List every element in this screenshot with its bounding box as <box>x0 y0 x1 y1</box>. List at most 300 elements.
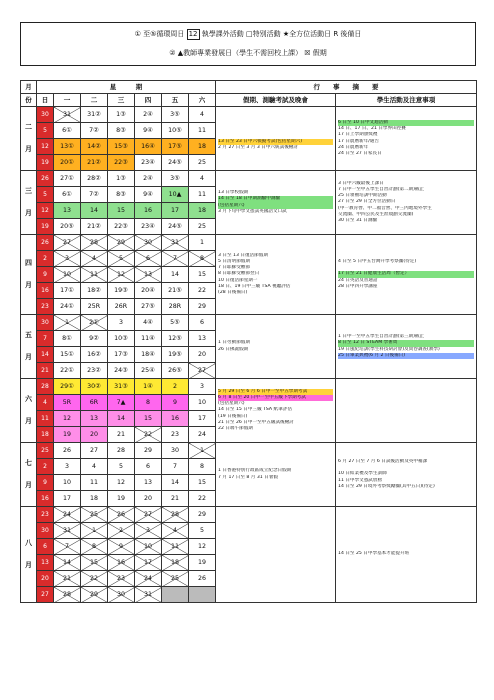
sunday-cell: 23 <box>37 299 54 315</box>
day-cell: 27 <box>81 443 108 459</box>
day-cell: 4 <box>81 459 108 475</box>
day-cell: 19 <box>189 555 216 571</box>
day-cell: 24① <box>54 299 81 315</box>
day-cell: 9② <box>81 331 108 347</box>
day-cell: 22 <box>189 491 216 507</box>
day-cell: 4④ <box>135 315 162 331</box>
day-cell: 3 <box>189 379 216 395</box>
day-cell: 18 <box>189 203 216 219</box>
day-cell: 4 <box>162 523 189 539</box>
day-cell: 5 <box>108 459 135 475</box>
header-events-title: 行 事 摘 要 <box>216 81 477 94</box>
exam-note: (19 日後備日) <box>218 413 248 419</box>
exam-note: 5 月 29 日至 6 月 6 日中一至中五學期考試 <box>218 389 333 395</box>
day-cell: 11 <box>81 475 108 491</box>
day-cell: 24 <box>135 571 162 587</box>
day-cell: 18② <box>81 283 108 299</box>
day-cell: 7▲ <box>108 395 135 411</box>
day-cell: 20⑤ <box>54 219 81 235</box>
legend-line-2: ② ▲教師專業發展日（學生不需回校上課） ☒ 假期 <box>169 49 327 57</box>
day-cell: 10③ <box>108 331 135 347</box>
day-cell: 28 <box>81 235 108 251</box>
day-cell: 11④ <box>135 331 162 347</box>
day-cell: 22 <box>81 571 108 587</box>
day-cell: 22 <box>135 427 162 443</box>
exam-note: (包括星期六) <box>218 203 333 209</box>
day-cell: 25 <box>189 219 216 235</box>
day-cell: 21 <box>108 427 135 443</box>
day-cell: 15 <box>189 267 216 283</box>
day-cell: 12 <box>54 411 81 427</box>
day-cell: 1 <box>54 315 81 331</box>
day-cell: 28 <box>108 443 135 459</box>
day-cell: 14 <box>162 475 189 491</box>
sunday-cell: 25 <box>37 443 54 459</box>
exam-note: 1 日香港特別行政區成立紀念日假期 <box>218 468 292 474</box>
day-cell: 30 <box>162 443 189 459</box>
day-cell: 11 <box>81 267 108 283</box>
exam-note: 13 日至 23 日中六模擬考試(包括星期六) <box>218 139 333 145</box>
day-cell: 30 <box>108 587 135 603</box>
exams-notes <box>216 379 336 443</box>
exam-note: 2 月 27 日至 3 月 3 日中六統試後檢討 <box>218 144 298 150</box>
day-cell: 25 <box>189 155 216 171</box>
header-day-fri: 五 <box>162 94 189 107</box>
day-cell: 27 <box>54 235 81 251</box>
sunday-cell: 12 <box>37 203 54 219</box>
day-cell: 3 <box>108 315 135 331</box>
day-cell: 12⑤ <box>162 331 189 347</box>
activity-notes <box>336 379 477 443</box>
exam-note: 3 月下旬中學文憑試英國語文口試 <box>218 208 287 214</box>
day-cell: 28② <box>81 171 108 187</box>
day-cell: 12 <box>108 267 135 283</box>
day-cell: 18 <box>189 139 216 155</box>
sunday-cell: 5 <box>37 187 54 203</box>
day-cell: 28 <box>162 507 189 523</box>
day-cell: 5 <box>189 523 216 539</box>
header-weekday-title: 星 期 <box>37 81 216 94</box>
activity-note: 17 日農曆新年/通告 <box>338 138 380 144</box>
day-cell: 15 <box>135 411 162 427</box>
sunday-cell: 2 <box>37 459 54 475</box>
day-cell: 17⑤ <box>162 139 189 155</box>
sunday-cell: 19 <box>37 155 54 171</box>
sunday-cell: 7 <box>37 331 54 347</box>
sunday-cell: 9 <box>37 267 54 283</box>
day-cell: 31 <box>54 523 81 539</box>
day-cell: 13① <box>54 139 81 155</box>
day-cell: 11 <box>189 187 216 203</box>
sunday-cell: 30 <box>37 107 54 123</box>
exam-note: 22 日端午節假期 <box>218 426 253 431</box>
day-cell: 15 <box>108 203 135 219</box>
month-label: 八 月 <box>21 507 37 603</box>
activity-note: 8 日至 12 日 STEAM 學術周 <box>338 340 474 346</box>
day-cell: 6R <box>81 395 108 411</box>
exams-notes <box>216 315 336 379</box>
month-label: 五 月 <box>21 315 37 379</box>
legend-line-1 <box>21 29 475 40</box>
day-cell: 1③ <box>108 107 135 123</box>
exam-note: 1 日勞動節假期 <box>218 340 250 346</box>
day-cell: 11 <box>189 123 216 139</box>
week-row <box>21 379 477 395</box>
activity-notes <box>336 171 477 235</box>
day-cell: 3⑤ <box>162 107 189 123</box>
day-cell: 7② <box>81 123 108 139</box>
day-cell: 6 <box>135 251 162 267</box>
day-cell: 1 <box>189 443 216 459</box>
header-day-mon: 一 <box>54 94 81 107</box>
day-cell: 23 <box>108 571 135 587</box>
month-label: 二 月 <box>21 107 37 171</box>
exam-note: 18 日、19 日中三級 TSA 視聽評估 <box>218 283 291 289</box>
day-cell: 10 <box>54 267 81 283</box>
day-cell: 14 <box>81 203 108 219</box>
exam-note: 5 日清明節假期 <box>218 258 250 264</box>
day-cell: 6 <box>135 459 162 475</box>
day-cell: 24⑤ <box>162 219 189 235</box>
activity-note: 6 日至 10 日中文週活動 <box>338 120 474 126</box>
day-cell: 21② <box>81 219 108 235</box>
activity-note: 11 日中學文憑試放榜 <box>338 477 383 483</box>
day-cell: 27 <box>189 363 216 379</box>
day-cell: 26 <box>189 571 216 587</box>
day-cell: 15③ <box>108 139 135 155</box>
day-cell: 22① <box>54 363 81 379</box>
legend-cycle-label: ① 至⑤循環周日 <box>134 30 185 38</box>
activity-notes <box>336 315 477 379</box>
sunday-cell: 14 <box>37 347 54 363</box>
exams-notes <box>216 171 336 235</box>
exam-note: 10 日復活節星期一 <box>218 277 258 283</box>
sunday-cell: 4 <box>37 395 54 411</box>
activity-note: 14 日至 29 日境外考察獎勵團(其中五日)(待定) <box>338 483 435 489</box>
day-cell: 28R <box>162 299 189 315</box>
day-cell: 31③ <box>108 379 135 395</box>
week-row <box>21 107 477 123</box>
day-cell: 6 <box>189 315 216 331</box>
day-cell: 31 <box>162 235 189 251</box>
activity-note: 24 日至 27 日家長日 <box>338 150 382 156</box>
sunday-cell: 16 <box>37 283 54 299</box>
activity-notes <box>336 107 477 171</box>
day-cell: 26⑤ <box>162 363 189 379</box>
activity-note: 14 日至 25 日中學基本才能提升班 <box>338 551 410 557</box>
sunday-cell: 27 <box>37 587 54 603</box>
activity-note: 4 日至 5 日中五台灣升學考察團(待定) <box>338 258 417 264</box>
day-cell: 20 <box>135 491 162 507</box>
day-cell: 29 <box>189 507 216 523</box>
day-cell: 16② <box>81 347 108 363</box>
day-cell: 8 <box>135 395 162 411</box>
day-cell: 20 <box>189 347 216 363</box>
activity-note: 3 日中六級最後上課日 <box>338 180 384 186</box>
day-cell: 14 <box>54 555 81 571</box>
legend-activity-label: 執學課外活動 □特別活動 ★全方位活動日 R 後備日 <box>201 30 362 38</box>
day-cell: 23④ <box>135 155 162 171</box>
day-cell: 8③ <box>108 187 135 203</box>
day-cell: 18④ <box>135 347 162 363</box>
activity-note: 7 日中一至中五學生自習計劃(第二期)截止 <box>338 186 425 192</box>
week-row <box>21 507 477 523</box>
header-row-1 <box>21 81 477 94</box>
day-cell: 8③ <box>108 123 135 139</box>
month-label: 七 月 <box>21 443 37 507</box>
day-cell: 29 <box>108 235 135 251</box>
month-label: 四 月 <box>21 235 37 315</box>
day-cell: 2① <box>81 315 108 331</box>
exams-notes <box>216 443 336 507</box>
day-cell: 6① <box>54 187 81 203</box>
day-cell: 18 <box>162 555 189 571</box>
day-cell: 8 <box>189 459 216 475</box>
activity-note: 28 日中四升學講座 <box>338 283 378 289</box>
sunday-cell: 30 <box>37 523 54 539</box>
day-cell: 1 <box>81 523 108 539</box>
day-cell: 2 <box>108 523 135 539</box>
exam-note: 8 日耶穌受難節翌日 <box>218 271 260 277</box>
day-cell: 3 <box>135 523 162 539</box>
sunday-cell: 26 <box>37 171 54 187</box>
exam-note: 14 日至 15 日中三級 TSA 紙筆評估 <box>218 407 292 413</box>
day-cell: 12 <box>189 539 216 555</box>
sunday-cell: 19 <box>37 219 54 235</box>
day-cell <box>162 587 189 603</box>
sunday-cell: 13 <box>37 555 54 571</box>
day-cell: 23② <box>81 363 108 379</box>
day-cell: 3⑤ <box>162 171 189 187</box>
day-cell: 14 <box>162 267 189 283</box>
activity-note: 17 日至 21 日健康生活周（暫定） <box>338 271 474 277</box>
day-cell: 22 <box>189 283 216 299</box>
day-cell: 18 <box>81 491 108 507</box>
exam-note: 14 日至 18 日中期測驗中測驗 <box>218 196 333 202</box>
day-cell: 17 <box>135 555 162 571</box>
activity-note: 6 月 27 日至 7 月 6 日試後活動及英中補課 <box>338 458 428 464</box>
day-cell: 13 <box>135 267 162 283</box>
header-month: 月 <box>21 81 37 94</box>
day-cell: 13 <box>135 475 162 491</box>
day-cell: 20① <box>54 155 81 171</box>
day-cell: 15 <box>189 475 216 491</box>
day-cell: 21 <box>54 571 81 587</box>
day-cell: 27 <box>135 507 162 523</box>
day-cell: 15① <box>54 347 81 363</box>
header-day-thu: 四 <box>135 94 162 107</box>
day-cell: 31② <box>81 107 108 123</box>
activity-note: 19 日風紀培訓(學生科技研討會)及問卷調查(教學) <box>338 346 440 352</box>
day-cell: 5⑤ <box>162 315 189 331</box>
sunday-cell: 30 <box>37 315 54 331</box>
exam-note: 26 日佛誕假期 <box>218 346 249 352</box>
exams-notes <box>216 235 336 315</box>
day-cell: 14 <box>108 411 135 427</box>
sunday-cell: 23 <box>37 507 54 523</box>
day-cell: 25 <box>162 571 189 587</box>
day-cell: 24 <box>54 507 81 523</box>
day-cell: 9 <box>162 395 189 411</box>
activity-note: 17 日上學期頒獎禮 <box>338 132 378 138</box>
activity-note: 27 日至 29 日全方位活動日 <box>338 199 396 205</box>
day-cell <box>189 587 216 603</box>
activity-note: 25 日畢業典禮(6 月 2 日後備日) <box>338 353 474 359</box>
day-cell: 26R <box>108 299 135 315</box>
day-cell: 25 <box>81 507 108 523</box>
day-cell: 9 <box>108 539 135 555</box>
day-cell: 27① <box>54 171 81 187</box>
exam-note: 21 日至 26 日中一至中五級試後檢討 <box>218 419 294 425</box>
day-cell: 13 <box>54 203 81 219</box>
calendar-table <box>20 80 477 603</box>
day-cell: 24③ <box>108 363 135 379</box>
exam-note: (28 日後備日) <box>218 290 248 295</box>
day-cell: 31 <box>54 107 81 123</box>
exam-note: 13 日學校假期 <box>218 190 249 196</box>
day-cell: 29 <box>189 299 216 315</box>
day-cell: 17 <box>162 203 189 219</box>
legend-box-12: 12 <box>188 30 198 38</box>
day-cell: 14② <box>81 139 108 155</box>
sunday-cell: 18 <box>37 427 54 443</box>
day-cell: 1④ <box>135 379 162 395</box>
day-cell: 26 <box>108 507 135 523</box>
day-cell: 1 <box>189 235 216 251</box>
day-cell: 23④ <box>135 219 162 235</box>
sunday-cell: 5 <box>37 123 54 139</box>
day-cell: 23 <box>162 427 189 443</box>
header-day-sun: 日 <box>37 94 54 107</box>
day-cell: 8 <box>189 251 216 267</box>
day-cell: 10 <box>135 539 162 555</box>
day-cell: 24⑤ <box>162 155 189 171</box>
day-cell: 10⑤ <box>162 123 189 139</box>
day-cell: 13 <box>81 411 108 427</box>
exam-note: (包括星期六) <box>218 401 245 407</box>
activity-notes <box>336 235 477 315</box>
week-row <box>21 235 477 251</box>
activity-note: 交流團、中四公民及生涯規劃交流團) <box>338 211 414 217</box>
day-cell: 29 <box>135 443 162 459</box>
day-cell: 3 <box>54 459 81 475</box>
day-cell: 8① <box>54 331 81 347</box>
day-cell: 31 <box>135 587 162 603</box>
exam-note: 7 月 17 日至 8 月 31 日暑假 <box>218 474 278 480</box>
day-cell: 12 <box>108 475 135 491</box>
day-cell: 22③ <box>108 155 135 171</box>
day-cell: 5R <box>54 395 81 411</box>
day-cell: 21 <box>162 491 189 507</box>
day-cell: 25R <box>81 299 108 315</box>
day-cell: 16 <box>135 203 162 219</box>
day-cell: 30 <box>135 235 162 251</box>
day-cell: 2④ <box>135 107 162 123</box>
day-cell: 22③ <box>108 219 135 235</box>
day-cell: 8 <box>81 539 108 555</box>
day-cell: 17① <box>54 283 81 299</box>
sunday-cell: 28 <box>37 379 54 395</box>
day-cell: 7 <box>162 251 189 267</box>
day-cell: 25④ <box>135 363 162 379</box>
exams-notes <box>216 107 336 171</box>
day-cell: 3 <box>54 251 81 267</box>
day-cell: 9④ <box>135 123 162 139</box>
day-cell: 7 <box>162 459 189 475</box>
activity-note: 30 日至 31 日測驗 <box>338 218 378 223</box>
day-cell: 28 <box>54 587 81 603</box>
day-cell: 9④ <box>135 187 162 203</box>
header-day-sat: 六 <box>189 94 216 107</box>
header-day-wed: 三 <box>108 94 135 107</box>
day-cell: 5 <box>108 251 135 267</box>
day-cell: 17 <box>189 411 216 427</box>
day-cell: 30② <box>81 379 108 395</box>
day-cell: 13 <box>189 331 216 347</box>
exam-note: 6 月 8 日至 20 日中一至中五級下學期考試 <box>218 395 333 401</box>
activity-notes <box>336 507 477 603</box>
day-cell: 27⑤ <box>135 299 162 315</box>
week-row <box>21 443 477 459</box>
day-cell: 7② <box>81 187 108 203</box>
sunday-cell: 16 <box>37 491 54 507</box>
day-cell: 16 <box>162 411 189 427</box>
day-cell: 20 <box>81 427 108 443</box>
week-row <box>21 315 477 331</box>
day-cell: 11 <box>162 539 189 555</box>
sunday-cell: 9 <box>37 475 54 491</box>
header-exams: 假期、測驗考試及晚會 <box>216 94 336 107</box>
week-row <box>21 171 477 187</box>
day-cell: 19 <box>108 491 135 507</box>
legend-box <box>20 22 476 66</box>
day-cell: 2④ <box>135 171 162 187</box>
day-cell: 21② <box>81 155 108 171</box>
day-cell: 16④ <box>135 139 162 155</box>
day-cell: 19⑤ <box>162 347 189 363</box>
activity-note: 14 日、17 日、21 日學界田徑賽 <box>338 126 406 132</box>
day-cell: 20④ <box>135 283 162 299</box>
day-cell: 29 <box>81 587 108 603</box>
day-cell: 4 <box>81 251 108 267</box>
month-label: 三 月 <box>21 171 37 235</box>
day-cell: 21⑤ <box>162 283 189 299</box>
day-cell: 15 <box>81 555 108 571</box>
exam-note: 3 日至 13 日復活節假期 <box>218 252 268 258</box>
day-cell: 17 <box>54 491 81 507</box>
header-activities: 學生活動及注意事項 <box>336 94 477 107</box>
activity-note: 10 日結業禮及學生訓師 <box>338 471 387 477</box>
day-cell: 10 <box>189 395 216 411</box>
exams-notes <box>216 507 336 603</box>
sunday-cell: 11 <box>37 411 54 427</box>
day-cell: 4 <box>189 171 216 187</box>
exam-note: 7 日耶穌受難節 <box>218 265 250 271</box>
activity-note: 24 日英語及普通話 <box>338 277 378 283</box>
activity-note: 1 日中一至中五學生自習計劃(第三期)截止 <box>338 334 425 340</box>
day-cell: 6① <box>54 123 81 139</box>
day-cell: 1③ <box>108 171 135 187</box>
sunday-cell: 6 <box>37 539 54 555</box>
day-cell: 29① <box>54 379 81 395</box>
day-cell: 10 <box>54 475 81 491</box>
day-cell: 16 <box>108 555 135 571</box>
header-row-2 <box>21 94 477 107</box>
day-cell: 26 <box>54 443 81 459</box>
day-cell: 24 <box>189 427 216 443</box>
activity-note: 25 日領袖培訓中期活動 <box>338 193 387 199</box>
month-label: 六 月 <box>21 379 37 443</box>
